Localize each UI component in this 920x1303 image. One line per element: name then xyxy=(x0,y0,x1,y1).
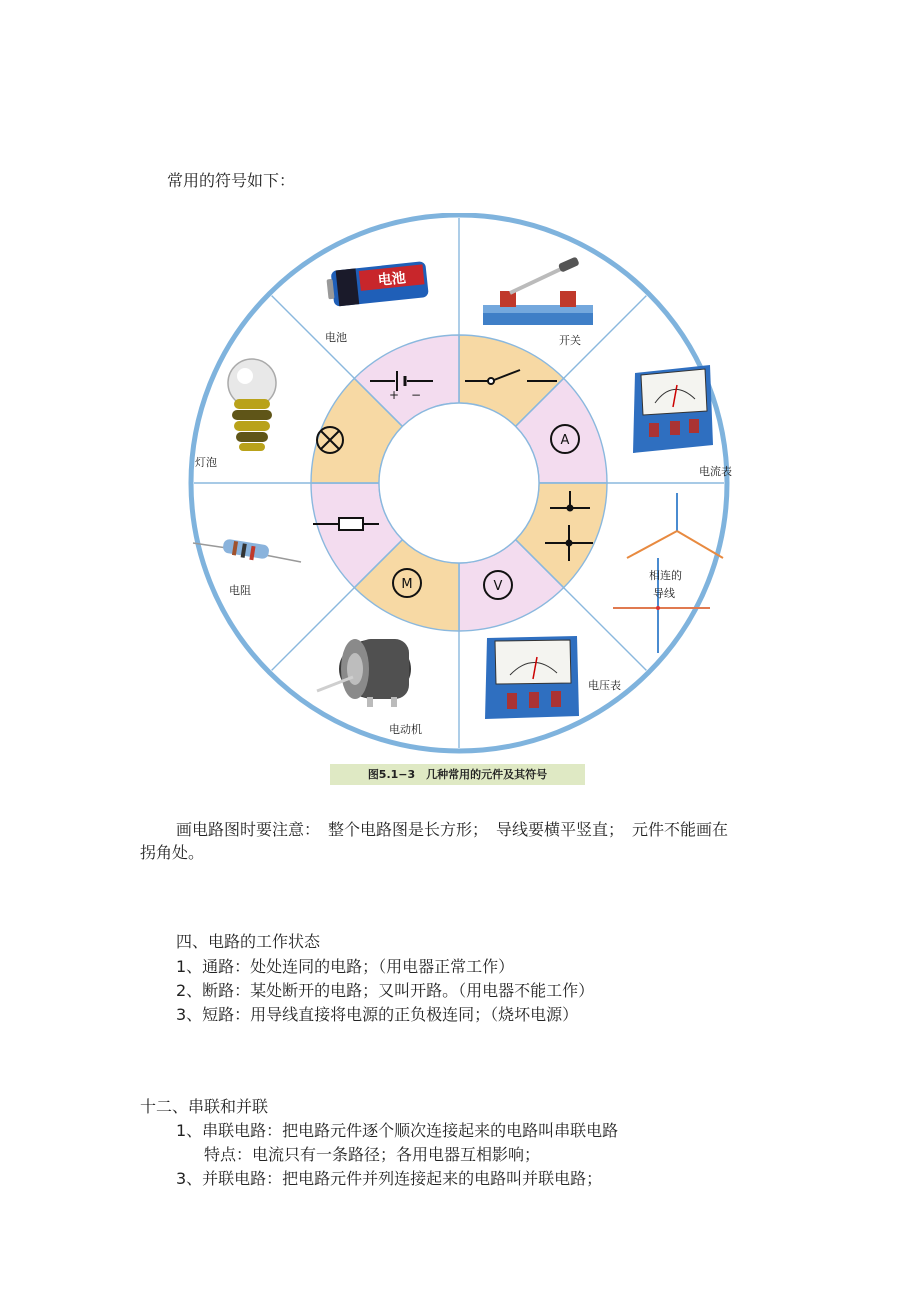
section12-heading: 十二、串联和并联 xyxy=(140,1097,269,1116)
section12-item-1: 1、串联电路：把电路元件逐个顺次连接起来的电路叫串联电路 xyxy=(176,1121,619,1140)
label-battery: 电池 xyxy=(325,331,347,344)
svg-text:A: A xyxy=(560,433,570,448)
section4-item-3: 3、短路：用导线直接将电源的正负极连同；（烧坏电源） xyxy=(176,1005,579,1024)
label-connected-wires-2: 导线 xyxy=(653,587,675,600)
section4-item-1: 1、通路：处处连同的电路；（用电器正常工作） xyxy=(176,957,515,976)
label-switch: 开关 xyxy=(559,334,581,347)
components-symbols-figure xyxy=(165,213,755,758)
label-voltmeter: 电压表 xyxy=(588,679,621,692)
battery-print: 电池 xyxy=(377,270,407,290)
figure-caption: 图5.1−3 几种常用的元件及其符号 xyxy=(367,768,548,781)
label-connected-wires-1: 相连的 xyxy=(649,569,682,582)
battery-plus: + xyxy=(389,388,400,402)
label-resistor: 电阻 xyxy=(229,584,251,597)
ammeter-picture xyxy=(633,365,713,453)
section12-item-3: 3、并联电路：把电路元件并列连接起来的电路叫并联电路； xyxy=(176,1169,603,1188)
note-line-1: 画电路图时要注意： 整个电路图是长方形； 导线要横平竖直； 元件不能画在 xyxy=(176,820,729,839)
voltmeter-picture xyxy=(485,636,579,719)
section4-heading: 四、电路的工作状态 xyxy=(176,932,321,951)
section12-item-1-feature: 特点：电流只有一条路径；各用电器互相影响； xyxy=(204,1145,541,1164)
svg-text:V: V xyxy=(493,579,503,594)
svg-text:M: M xyxy=(401,577,413,592)
battery-minus: − xyxy=(411,388,422,402)
intro-text: 常用的符号如下： xyxy=(167,171,296,190)
section4-item-2: 2、断路：某处断开的电路；又叫开路。（用电器不能工作） xyxy=(176,981,595,1000)
label-motor: 电动机 xyxy=(389,723,422,736)
label-bulb: 灯泡 xyxy=(195,456,217,469)
note-line-2: 拐角处。 xyxy=(140,843,205,862)
label-ammeter: 电流表 xyxy=(699,465,732,478)
inner-circle xyxy=(379,403,539,563)
